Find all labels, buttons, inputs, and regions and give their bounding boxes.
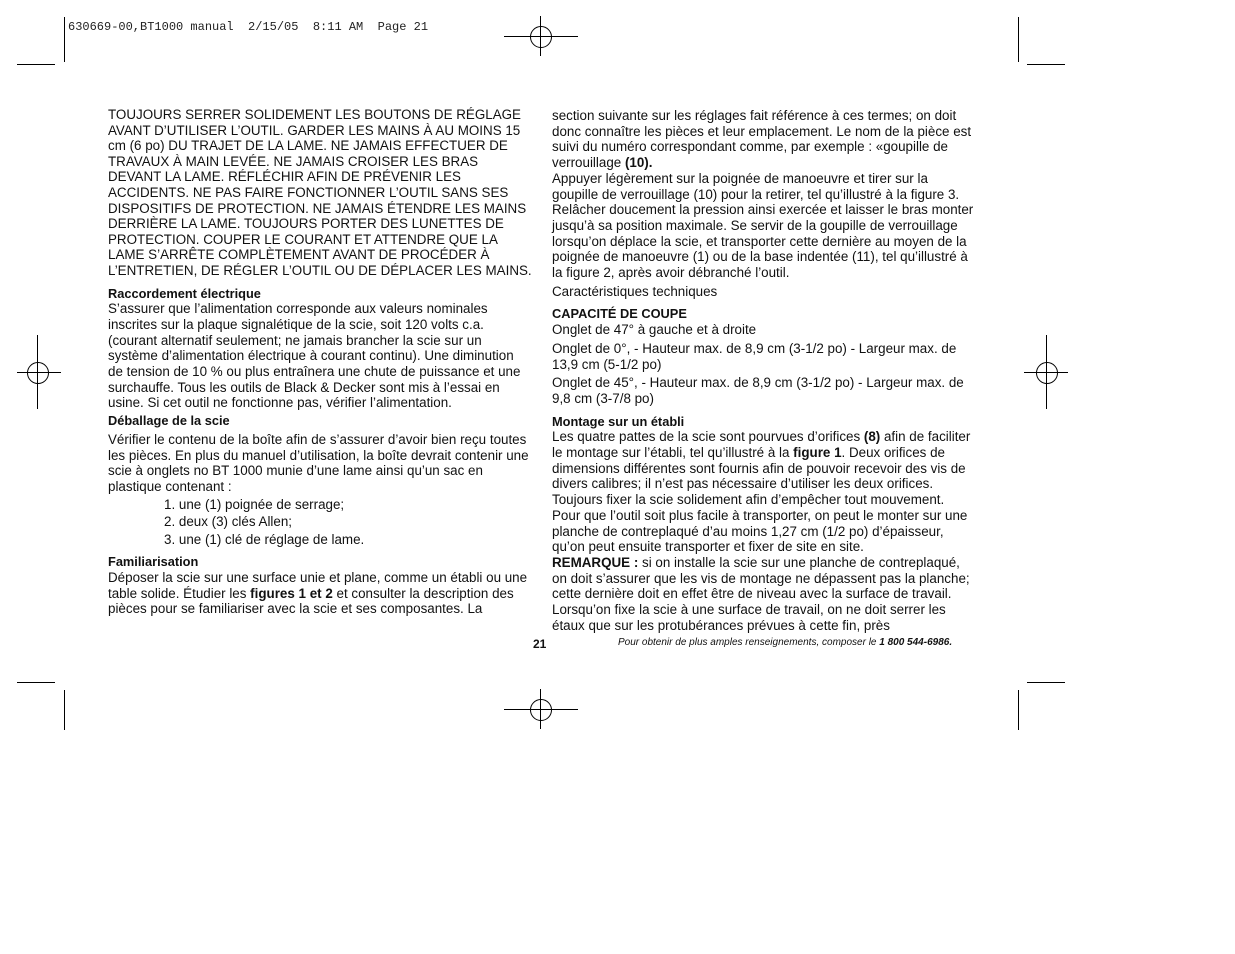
paragraph-goupille: Appuyer légèrement sur la poignée de manoeuvre et tirer sur la goupille de verrouillage (10) pour la retirer, tel qu’illustré à la figure 3. Relâcher doucement la pression ainsi exercée et laisser le bras monter jusqu’à sa position maximale. Se servir de la goupille de verrouillage lorsqu’on déplace la scie, et transporter cette dernière au moyen de la poignée de manoeuvre (1) ou de la base indentée (11), tel qu’illustré à la figure 2, après avoir débranché l’outil. <box>552 170 974 281</box>
spec-line: Onglet de 47° à gauche et à droite <box>552 322 757 338</box>
crop-mark <box>64 17 65 62</box>
crop-mark <box>17 682 55 683</box>
paragraph-raccordement: S’assurer que l’alimentation corresponde aux valeurs nominales inscrites sur la plaque signalétique de la scie, soit 120 volts c.a. (courant alternatif seulement; ne jamais brancher la scie sur un système d’alimentation électrique à courant continu). Une diminution de tension de 10 % ou plus entraînera une chute de puissance et une surchauffe. Tous les outils de Black & Decker sont mis à l’essai en usine. Si cet outil ne fonctionne pas, vérifier l’alimentation. <box>108 301 521 411</box>
paragraph-montage: Les quatre pattes de la scie sont pourvues d’orifices (8) afin de faciliter le montage sur l’établi, tel qu’illustré à la figure 1. Deux orifices de dimensions différentes sont fournis afin de pouvoir recevoir des vis de divers calibres; il n’est pas nécessaire d’utiliser les deux orifices. Toujours fixer la scie solidement afin d’empêcher tout mouvement. Pour que l’outil soit plus facile à transporter, on peut le monter sur une planche de contreplaqué d’au moins 1,27 cm (1/2 po) d’épaisseur, qu’on peut ensuite transporter et fixer de site en site. <box>552 429 971 555</box>
crop-mark <box>1027 64 1065 65</box>
heading-deballage: Déballage de la scie <box>108 413 230 429</box>
safety-warning: TOUJOURS SERRER SOLIDEMENT LES BOUTONS DE RÉGLAGE AVANT D’UTILISER L’OUTIL. GARDER LES MAINS À AU MOINS 15 cm (6 po) DU TRAJET DE LA LAME. NE JAMAIS EFFECTUER DE TRAVAUX À MAIN LEVÉE. NE JAMAIS CROISER LES BRAS DEVANT LA LAME. RÉFLÉCHIR AFIN DE PRÉVENIR LES ACCIDENTS. NE PAS FAIRE FONCTIONNER L’OUTIL SANS SES DISPOSITIFS DE PROTECTION. NE JAMAIS ÉTENDRE LES MAINS DERRIÈRE LA LAME. TOUJOURS PORTER DES LUNETTES DE PROTECTION. COUPER LE COURANT ET ATTENDRE QUE LA LAME S’ARRÊTE COMPLÈTEMENT AVANT DE PROCÉDER À L’ENTRETIEN, DE RÉGLER L’OUTIL OU DE DÉPLACER LES MAINS. <box>108 107 532 278</box>
paragraph-familiarisation: Déposer la scie sur une surface unie et plane, comme un établi ou une table solide. Étudier les figures 1 et 2 et consulter la description des pièces pour se familiariser avec la scie et ses composantes. La <box>108 569 528 617</box>
right-column <box>552 108 976 634</box>
spec-line: Onglet de 0°, - Hauteur max. de 8,9 cm (3-1/2 po) - Largeur max. de 13,9 cm (5-1/2 po) <box>552 340 957 372</box>
paragraph-caracteristiques: Caractéristiques techniques <box>552 283 718 299</box>
paragraph-termes: section suivante sur les réglages fait référence à ces termes; on doit donc connaître les pièces et leur emplacement. Le nom de la pièce est suivi du numéro correspondant comme, par exemple : «goupille de verrouillage (10). <box>552 108 972 171</box>
heading-capacite: CAPACITÉ DE COUPE <box>552 306 687 322</box>
footer-note: Pour obtenir de plus amples renseignements, composer le 1 800 544-6986. <box>618 637 953 648</box>
crop-mark <box>1018 690 1019 730</box>
crop-mark <box>1027 682 1065 683</box>
print-slug: 630669-00,BT1000 manual 2/15/05 8:11 AM Page 21 <box>68 20 429 34</box>
heading-familiarisation: Familiarisation <box>108 554 199 570</box>
crop-mark <box>64 690 65 730</box>
left-column <box>108 107 532 617</box>
crop-mark <box>1018 17 1019 62</box>
contents-list <box>108 497 532 548</box>
list-item: 3. une (1) clé de réglage de lame. <box>164 531 365 547</box>
spec-line: Onglet de 45°, - Hauteur max. de 8,9 cm (3-1/2 po) - Largeur max. de 9,8 cm (3-7/8 po) <box>552 375 964 406</box>
paragraph-deballage: Vérifier le contenu de la boîte afin de s’assurer d’avoir bien reçu toutes les pièces. En plus du manuel d’utilisation, la boîte devrait contenir une scie à onglets no BT 1000 munie d’une lame ainsi qu’un sac en plastique contenant : <box>108 431 529 494</box>
paragraph-remarque: REMARQUE : si on installe la scie sur une planche de contreplaqué, on doit s’assurer que les vis de montage ne dépassent pas la planche; cette dernière doit en effet être de niveau avec la surface de travail. Lorsqu’on fixe la scie à une surface de travail, on ne doit serrer les étaux que sur les protubérances prévues à cette fin, près <box>552 554 970 633</box>
list-item: 2. deux (3) clés Allen; <box>164 514 293 530</box>
list-item: 1. une (1) poignée de serrage; <box>164 496 345 512</box>
heading-montage: Montage sur un établi <box>552 413 685 429</box>
page-number: 21 <box>533 637 547 651</box>
crop-mark <box>17 64 55 65</box>
heading-raccordement: Raccordement électrique <box>108 285 261 301</box>
